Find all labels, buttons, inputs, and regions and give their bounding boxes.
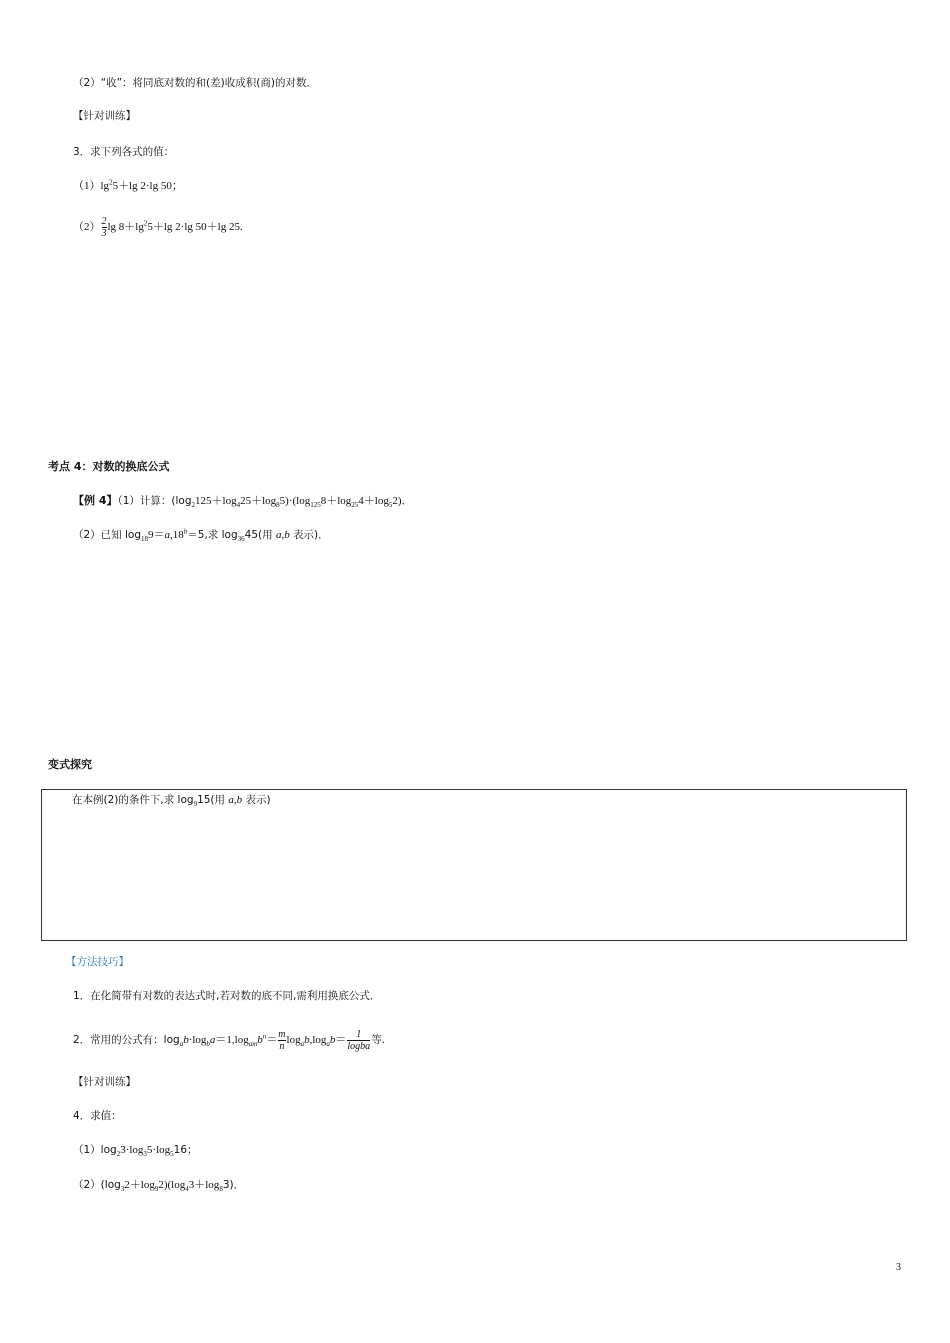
q4-2-a: （2）(log — [73, 1179, 121, 1191]
q4-2-b: 2＋log — [124, 1179, 155, 1191]
tip2-s5: a — [326, 1040, 330, 1049]
q3-1-prefix: （1）lg — [73, 180, 110, 192]
practice-label-1: 【针对训练】 — [73, 110, 136, 122]
variant-a: 在本例(2)的条件下,求 log — [72, 794, 194, 806]
q3-part2 — [73, 212, 243, 242]
ex4-2-c: ,18 — [170, 529, 184, 541]
q4-1-s1: 2 — [116, 1150, 121, 1159]
q4-part2 — [73, 1178, 244, 1192]
ex4-2-f: 表示)． — [289, 529, 329, 541]
ex4-1-e: 8＋log — [320, 495, 352, 507]
variant-box — [41, 789, 907, 941]
tip2-frac2-den: logba — [347, 1040, 371, 1052]
q3-2-b: 5＋lg 2·lg 50＋lg 25. — [147, 221, 243, 233]
ex4-2-bb: b — [284, 529, 290, 541]
ex4-1-b: 125＋log — [195, 495, 237, 507]
tip2-m: 等. — [371, 1034, 386, 1046]
ex4-2-comma: , — [281, 529, 285, 541]
tip2-s3: a — [248, 1040, 253, 1049]
example4-part1 — [73, 494, 413, 508]
variant-comma: , — [233, 794, 237, 806]
q4-2-s4: 8 — [219, 1185, 223, 1194]
variant-question — [72, 793, 271, 807]
ex4-2-sup-b: b — [183, 527, 188, 536]
q4-1-d: 16； — [173, 1144, 198, 1156]
tip2-g: ＝ — [266, 1034, 278, 1046]
tip2-a: 2．常用的公式有：log — [73, 1034, 180, 1046]
q3-1-sup: 2 — [109, 178, 113, 187]
variant-var-b: b — [236, 794, 243, 806]
ex4-1-s4: 125 — [310, 501, 321, 510]
method-tip-2 — [73, 1024, 385, 1056]
q3-2-fraction — [102, 216, 107, 239]
ex4-2-ab: a — [275, 529, 282, 541]
tip2-s3b: m — [252, 1040, 258, 1049]
ex4-2-a: （2）已知 log — [73, 529, 142, 541]
ex4-2-d: ＝5,求 log — [187, 529, 238, 541]
tip2-h: log — [286, 1034, 301, 1046]
tip2-d: a — [209, 1034, 216, 1046]
ex4-1-s1: 2 — [191, 501, 196, 510]
ex4-2-s1: 18 — [141, 535, 149, 544]
tip2-f: b — [257, 1034, 263, 1046]
ex4-1-a: （1）计算：(log — [117, 495, 192, 507]
ex4-2-e: 45(用 — [244, 529, 276, 541]
tip2-l: ＝ — [335, 1034, 347, 1046]
q4-1-s3: 5 — [170, 1150, 174, 1159]
example4-part2 — [73, 528, 329, 542]
variant-b: 15(用 — [197, 794, 229, 806]
tip2-k: b — [329, 1034, 336, 1046]
q4-1-b: 3·log — [120, 1144, 144, 1156]
q3-2-prefix: （2） — [73, 221, 101, 233]
ex4-1-g: 2)． — [392, 495, 413, 507]
q3-title: 3．求下列各式的值： — [73, 146, 175, 158]
tip2-b: b — [183, 1034, 189, 1046]
example4-label: 【例 4】 — [73, 494, 118, 507]
tip2-s1: a — [179, 1040, 184, 1049]
q4-2-d: 3＋log — [188, 1179, 220, 1191]
q3-2-frac-num: 2 — [101, 215, 107, 227]
ex4-1-s3: 8 — [276, 501, 280, 510]
tip2-sup-n: n — [262, 1032, 267, 1041]
ex4-2-var-a: a — [164, 529, 171, 541]
q3-2-frac-den: 3 — [101, 227, 107, 239]
method-tip-1: 1．在化简带有对数的表达式时,若对数的底不同,需利用换底公式． — [73, 990, 381, 1002]
q4-2-s3: 4 — [185, 1185, 189, 1194]
q4-2-s2: 9 — [154, 1185, 159, 1194]
q4-2-s1: 3 — [120, 1185, 125, 1194]
tip2-s2: b — [206, 1040, 210, 1049]
q4-1-a: （1）log — [73, 1144, 117, 1156]
tip2-e: ＝1,log — [215, 1034, 249, 1046]
q4-1-c: 5·log — [146, 1144, 171, 1156]
q3-2-a: lg 8＋lg — [107, 221, 144, 233]
variant-sub: 9 — [193, 800, 198, 809]
ex4-1-s2: 4 — [236, 501, 241, 510]
q3-2-sup: 2 — [143, 219, 148, 228]
tip2-c: ·log — [188, 1034, 207, 1046]
variant-c: 表示) — [242, 794, 271, 806]
ex4-1-f: 4＋log — [358, 495, 389, 507]
shou-rule: （2）“收”：将同底对数的和(差)收成积(商)的对数． — [73, 77, 317, 89]
ex4-2-b: 9＝ — [148, 529, 165, 541]
tip2-frac1-den: n — [279, 1040, 285, 1052]
section4-heading: 考点 4：对数的换底公式 — [48, 460, 170, 473]
tip2-i: b — [304, 1034, 310, 1046]
tip2-j: ,log — [309, 1034, 327, 1046]
q4-2-c: 2)(log — [158, 1179, 186, 1191]
tip2-frac2-num: 1 — [356, 1028, 362, 1040]
tip2-fraction-2 — [347, 1029, 370, 1052]
ex4-1-s5: 25 — [351, 501, 359, 510]
ex4-1-s6: 5 — [388, 501, 393, 510]
q4-title: 4．求值： — [73, 1110, 122, 1122]
tip2-s4: a — [300, 1040, 305, 1049]
ex4-2-s2: 36 — [237, 535, 245, 544]
q3-1-rest: 5＋lg 2·lg 50； — [112, 180, 183, 192]
method-label: 【方法技巧】 — [66, 956, 129, 968]
practice-label-2: 【针对训练】 — [73, 1076, 136, 1088]
q3-part1 — [73, 179, 183, 193]
ex4-1-d: 5)·(log — [279, 495, 311, 507]
q4-2-e: 3)． — [222, 1179, 245, 1191]
tip2-frac1-num: m — [278, 1028, 286, 1040]
variant-var-a: a — [228, 794, 234, 806]
q4-1-s2: 3 — [143, 1150, 147, 1159]
ex4-1-c: 25＋log — [240, 495, 277, 507]
page-number: 3 — [896, 1262, 901, 1273]
tip2-fraction-1 — [278, 1029, 285, 1052]
q4-part1 — [73, 1143, 198, 1157]
variant-heading: 变式探究 — [48, 758, 92, 771]
